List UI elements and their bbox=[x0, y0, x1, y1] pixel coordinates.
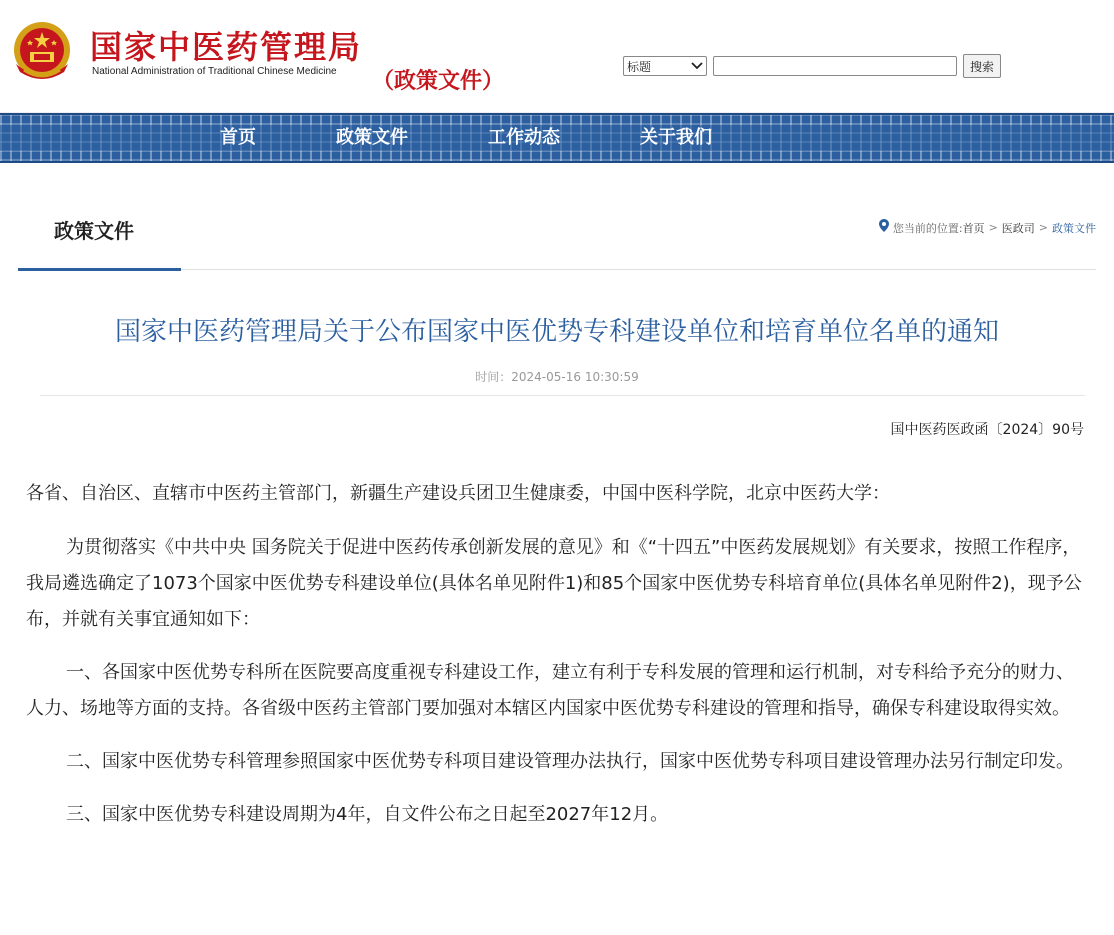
breadcrumb-separator: > bbox=[988, 221, 998, 234]
breadcrumb-prefix: 您当前的位置: bbox=[892, 221, 963, 235]
nav-item-about[interactable]: 关于我们 bbox=[640, 127, 712, 148]
section-bar bbox=[18, 163, 1096, 270]
document-number: 国中医药医政函〔2024〕90号 bbox=[890, 422, 1084, 438]
breadcrumb-item-home[interactable]: 首页 bbox=[962, 221, 985, 235]
breadcrumb-item-policy[interactable]: 政策文件 bbox=[1052, 221, 1096, 235]
paragraph-2: 二、国家中医优势专科管理参照国家中医优势专科项目建设管理办法执行，国家中医优势专科项目建设管理办法另行制定印发。 bbox=[66, 751, 1074, 772]
article-divider bbox=[40, 395, 1085, 396]
article-body bbox=[26, 476, 1088, 850]
site-title-en: National Administration of Traditional Chinese Medicine bbox=[92, 66, 337, 77]
search-box bbox=[623, 56, 1001, 76]
nav-item-news[interactable]: 工作动态 bbox=[488, 127, 560, 148]
site-title: 国家中医药管理局 bbox=[90, 28, 363, 66]
article-title: 国家中医药管理局关于公布国家中医优势专科建设单位和培育单位名单的通知 bbox=[114, 317, 999, 347]
site-header bbox=[0, 0, 1114, 113]
salutation: 各省、自治区、直辖市中医药主管部门，新疆生产建设兵团卫生健康委，中国中医科学院，北京中医药大学： bbox=[26, 483, 890, 504]
nav-item-home[interactable]: 首页 bbox=[220, 127, 256, 148]
search-button[interactable]: 搜索 bbox=[963, 54, 1001, 78]
breadcrumb bbox=[879, 219, 1096, 236]
search-field-select-value: 标题 bbox=[627, 59, 652, 74]
search-field-select[interactable] bbox=[623, 56, 707, 76]
paragraph-1: 一、各国家中医优势专科所在医院要高度重视专科建设工作，建立有利于专科发展的管理和运行机制，对专科给予充分的财力、人力、场地等方面的支持。各省级中医药主管部门要加强对本辖区内国家中医优势专科建设的管理和指导，确保专科建设取得实效。 bbox=[26, 662, 1074, 719]
nav-item-policy[interactable]: 政策文件 bbox=[336, 127, 408, 148]
paragraph-intro: 为贯彻落实《中共中央 国务院关于促进中医药传承创新发展的意见》和《“十四五”中医药发展规划》有关要求，按照工作程序，我局遴选确定了1073个国家中医优势专科建设单位(具体名单见附件1)和85个国家中医优势专科培育单位(具体名单见附件2)，现予公布，并就有关事宜通知如下： bbox=[26, 537, 1082, 630]
breadcrumb-item-department[interactable]: 医政司 bbox=[1001, 221, 1035, 235]
breadcrumb-separator: > bbox=[1038, 221, 1048, 234]
location-pin-icon bbox=[879, 219, 889, 236]
paragraph-3: 三、国家中医优势专科建设周期为4年，自文件公布之日起至2027年12月。 bbox=[66, 804, 669, 825]
section-label: （政策文件） bbox=[372, 69, 505, 94]
section-underline bbox=[18, 268, 181, 271]
search-input[interactable] bbox=[713, 56, 957, 76]
section-title: 政策文件 bbox=[54, 219, 134, 243]
nav-items bbox=[200, 125, 772, 151]
article-time: 时间：2024-05-16 10:30:59 bbox=[475, 370, 639, 384]
chevron-down-icon bbox=[691, 59, 703, 73]
national-emblem-icon bbox=[10, 20, 74, 86]
main-nav bbox=[0, 113, 1114, 163]
